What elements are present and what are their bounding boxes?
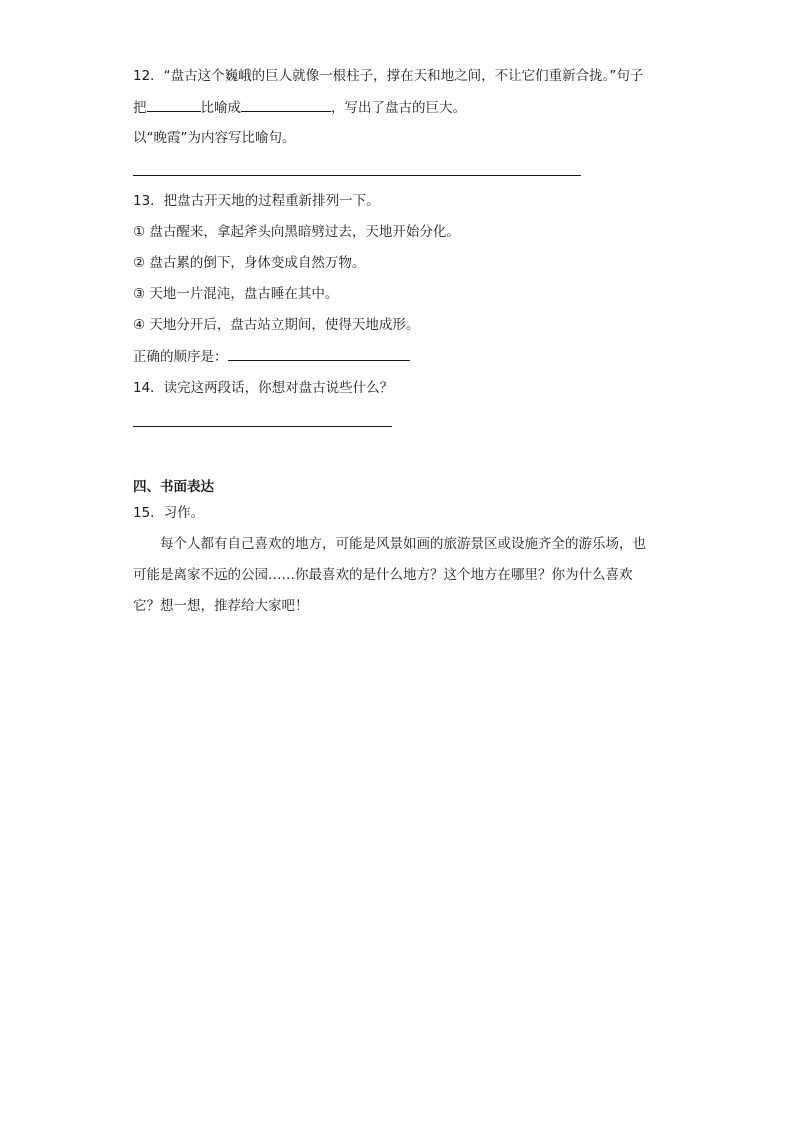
q15-title: 15．习作。 xyxy=(133,505,205,521)
q12-blank-1[interactable] xyxy=(147,97,201,112)
q12-text-c: ，写出了盘古的巨大。 xyxy=(331,100,466,116)
q12-line-2 xyxy=(133,97,466,118)
q13-item-3: ③ 天地一片混沌，盘古睡在其中。 xyxy=(133,286,339,302)
q13-item-1: ① 盘古醒来，拿起斧头向黑暗劈过去，天地开始分化。 xyxy=(133,224,460,240)
q13-item-4: ④ 天地分开后，盘古站立期间，使得天地成形。 xyxy=(133,317,420,333)
q12-text-a: 把 xyxy=(133,100,147,116)
q14-answer-line[interactable] xyxy=(133,426,392,427)
q12-answer-line[interactable] xyxy=(133,175,581,176)
q12-text-b: 比喻成 xyxy=(200,100,241,116)
q15-paragraph-line-1: 每个人都有自己喜欢的地方，可能是风景如画的旅游景区或设施齐全的游乐场，也 xyxy=(160,536,646,552)
q14-title: 14．读完这两段话，你想对盘古说些什么？ xyxy=(133,380,394,396)
q13-item-2: ② 盘古累的倒下，身体变成自然万物。 xyxy=(133,255,366,271)
q12-blank-2[interactable] xyxy=(241,97,331,112)
q13-order-label: 正确的顺序是： xyxy=(133,349,228,365)
q13-order-row xyxy=(133,346,410,367)
q13-title: 13．把盘古开天地的过程重新排列一下。 xyxy=(133,193,380,209)
section-4-title: 四、书面表达 xyxy=(133,479,214,495)
q15-paragraph-line-2: 可能是离家不远的公园……你最喜欢的是什么地方？这个地方在哪里？你为什么喜欢 xyxy=(133,567,633,583)
q12-line-1: 12．“盘古这个巍峨的巨人就像一根柱子，撑在天和地之间，不让它们重新合拢。”句子 xyxy=(133,68,644,84)
q15-paragraph-line-3: 它？想一想，推荐给大家吧！ xyxy=(133,598,309,614)
q12-line-3: 以“晚霞”为内容写比喻句。 xyxy=(133,130,296,146)
q13-order-blank[interactable] xyxy=(228,346,410,361)
